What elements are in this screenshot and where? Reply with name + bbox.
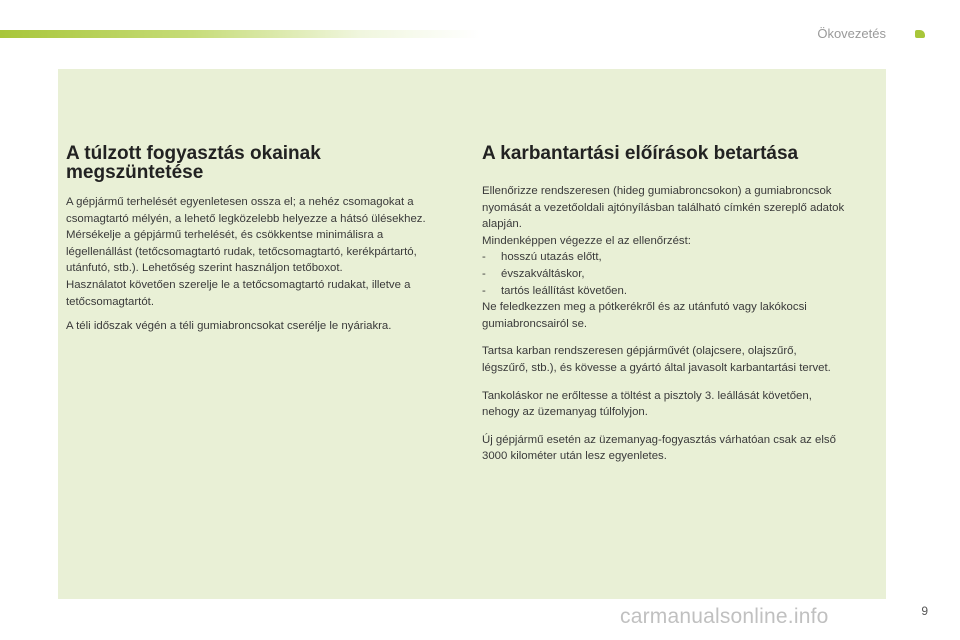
watermark: carmanualsonline.info (620, 605, 829, 628)
left-heading (66, 144, 461, 182)
text-line: nyomását a vezetőoldali ajtónyílásban található címkén szereplő adatok (482, 201, 845, 214)
header-accent-bar (0, 30, 480, 38)
right-paragraph-1 (482, 183, 882, 249)
text-line: A gépjármű terhelését egyenletesen ossza el; a nehéz csomagokat a (66, 196, 414, 208)
text-line: Használatot követően szerelje le a tetőcsomagtartó rudakat, illetve a (66, 278, 411, 291)
right-paragraph-4 (482, 432, 882, 465)
list-item: - évszakváltáskor, (482, 266, 882, 283)
page-number: 9 (921, 604, 928, 618)
text-line: Mérsékelje a gépjármű terhelését, és csökkentse minimálisra a (66, 229, 384, 242)
text-line: Ne feledkezzen meg a pótkerékről és az utánfutó vagy lakókocsi (482, 301, 807, 314)
right-heading: A karbantartási előírások betartása (482, 143, 799, 164)
text-line: tetőcsomagtartót. (66, 295, 155, 308)
text-line: 3000 kilométer után lesz egyenletes. (482, 450, 667, 463)
text-line: csomagtartó mélyén, a lehető legközelebb helyezze a hátsó ülésekhez. (66, 212, 426, 225)
text-line: nehogy az üzemanyag túlfolyjon. (482, 406, 648, 419)
text-line: gumiabroncsairól se. (482, 317, 588, 330)
left-paragraph-2: A téli időszak végén a téli gumiabroncsokat cserélje le nyáriakra. (66, 320, 392, 333)
right-paragraph-3 (482, 388, 882, 421)
right-paragraph-2 (482, 343, 882, 376)
left-column (66, 144, 461, 335)
list-item: - tartós leállítást követően. (482, 283, 882, 300)
text-line: Ellenőrizze rendszeresen (hideg gumiabroncsokon) a gumiabroncsok (482, 185, 832, 197)
text-line: Új gépjármű esetén az üzemanyag-fogyasztás várhatóan csak az első (482, 433, 836, 446)
text-line: Tankoláskor ne erőltesse a töltést a pisztoly 3. leállását követően, (482, 389, 812, 402)
check-list (482, 249, 882, 299)
section-marker-icon (915, 30, 925, 38)
right-paragraph-1-end (482, 299, 882, 332)
text-line: légellenállást (tetőcsomagtartó rudak, tetőcsomagtartó, kerékpártartó, (66, 245, 417, 258)
text-line: Mindenképpen végezze el az ellenőrzést: (482, 234, 691, 247)
left-heading-line-1: A túlzott fogyasztás okainak (66, 143, 321, 164)
left-paragraph-1 (66, 194, 461, 310)
text-line: utánfutó, stb.). Lehetőség szerint használjon tetőboxot. (66, 262, 343, 275)
text-line: Tartsa karban rendszeresen gépjárművét (olajcsere, olajszűrő, (482, 345, 797, 358)
left-heading-line-2: megszüntetése (66, 162, 204, 183)
list-item: - hosszú utazás előtt, (482, 249, 882, 266)
right-column (482, 144, 882, 465)
text-line: légszűrő, stb.), és kövesse a gyártó által javasolt karbantartási tervet. (482, 361, 831, 374)
section-title: Ökovezetés (817, 26, 886, 41)
text-line: alapján. (482, 218, 522, 231)
